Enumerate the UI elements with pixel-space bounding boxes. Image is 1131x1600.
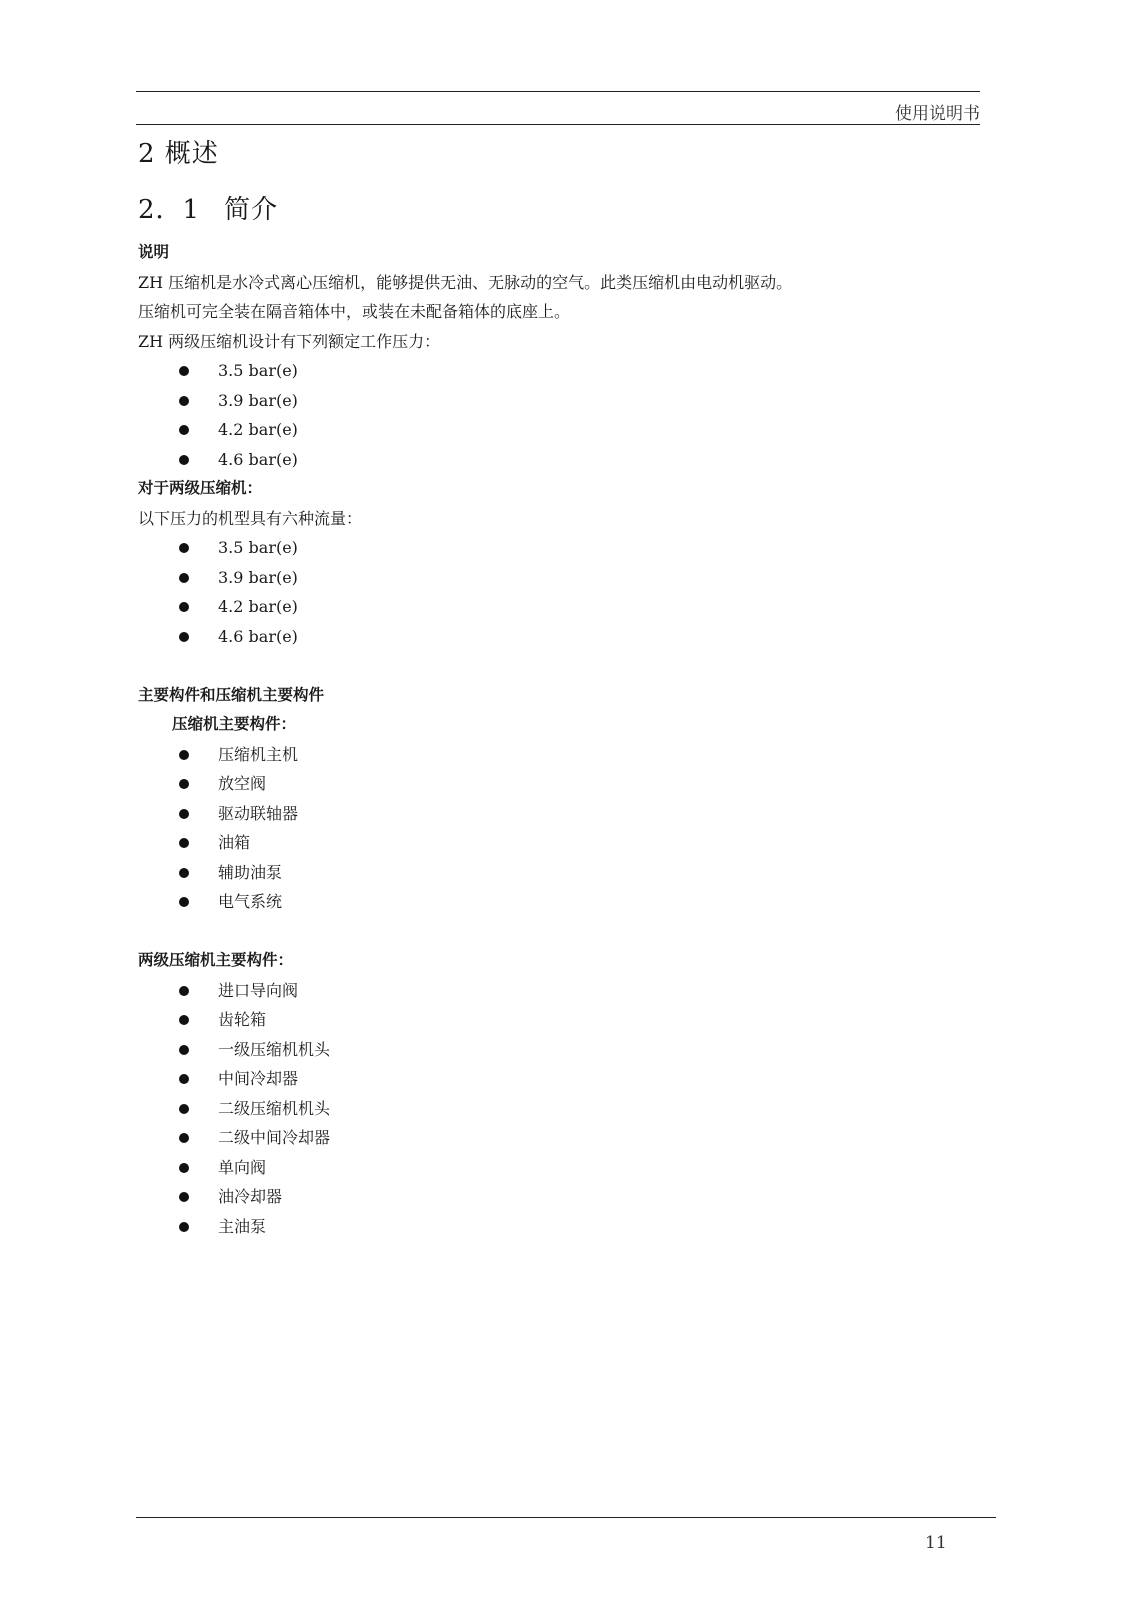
list-item bbox=[138, 1064, 978, 1094]
list-item bbox=[138, 769, 978, 799]
list-item-label: 辅助油泵 bbox=[218, 862, 283, 882]
list-item bbox=[138, 1182, 978, 1212]
list-item bbox=[138, 533, 978, 563]
bullet-icon bbox=[179, 868, 189, 878]
list-item bbox=[138, 799, 978, 829]
bullet-icon bbox=[179, 897, 189, 907]
chapter-title: 2 概述 bbox=[138, 139, 219, 169]
list-item bbox=[138, 1153, 978, 1183]
list-item bbox=[138, 415, 978, 445]
bullet-icon bbox=[179, 1163, 189, 1173]
bullet-icon bbox=[179, 543, 189, 553]
list-item-label: 放空阀 bbox=[218, 774, 267, 793]
list-item-label: 中间冷却器 bbox=[218, 1069, 299, 1088]
list-item-label: 3.9 bar(e) bbox=[218, 567, 298, 587]
bullet-icon bbox=[179, 602, 189, 612]
list-item bbox=[138, 1094, 978, 1124]
bullet-icon bbox=[179, 779, 189, 789]
bullet-icon bbox=[179, 1104, 189, 1114]
list-item bbox=[138, 858, 978, 888]
list-item-label: 3.5 bar(e) bbox=[218, 361, 298, 380]
intro-paragraph-2: 压缩机可完全装在隔音箱体中，或装在未配备箱体的底座上。 bbox=[138, 302, 571, 321]
bullet-icon bbox=[179, 1015, 189, 1025]
bullet-icon bbox=[179, 396, 189, 406]
running-header: 使用说明书 bbox=[895, 104, 980, 124]
bullet-icon bbox=[179, 1133, 189, 1143]
list-item bbox=[138, 1005, 978, 1035]
list-item-label: 齿轮箱 bbox=[218, 1010, 267, 1029]
list-item bbox=[138, 592, 978, 622]
bullet-icon bbox=[179, 1192, 189, 1202]
intro-heading: 说明 bbox=[138, 243, 170, 261]
bullet-icon bbox=[179, 366, 189, 376]
list-item-label: 进口导向阀 bbox=[218, 980, 299, 1000]
section-number: 2．1 bbox=[138, 195, 201, 225]
section-name: 简介 bbox=[224, 195, 279, 225]
footer-rule bbox=[136, 1517, 996, 1518]
header-rule-bottom bbox=[136, 124, 980, 125]
list-item bbox=[138, 887, 978, 917]
list-item bbox=[138, 828, 978, 858]
components-list bbox=[138, 740, 978, 917]
two-stage-heading: 对于两级压缩机： bbox=[138, 479, 263, 497]
two-stage-pressure-list bbox=[138, 533, 978, 651]
list-item bbox=[138, 622, 978, 652]
list-item-label: 驱动联轴器 bbox=[218, 803, 299, 823]
bullet-icon bbox=[179, 455, 189, 465]
bullet-icon bbox=[179, 1222, 189, 1232]
list-item-label: 主油泵 bbox=[218, 1216, 267, 1236]
bullet-icon bbox=[179, 1074, 189, 1084]
two-stage-components-heading: 两级压缩机主要构件： bbox=[138, 951, 294, 969]
bullet-icon bbox=[179, 750, 189, 760]
bullet-icon bbox=[179, 425, 189, 435]
list-item-label: 4.2 bar(e) bbox=[218, 597, 298, 616]
list-item-label: 3.5 bar(e) bbox=[218, 538, 298, 557]
list-item bbox=[138, 1123, 978, 1153]
list-item-label: 油箱 bbox=[218, 833, 251, 852]
list-item-label: 二级中间冷却器 bbox=[218, 1128, 331, 1147]
list-item-label: 4.6 bar(e) bbox=[218, 626, 298, 646]
list-item-label: 压缩机主机 bbox=[218, 744, 299, 764]
pressure-list bbox=[138, 356, 978, 474]
page-number: 11 bbox=[925, 1533, 947, 1553]
bullet-icon bbox=[179, 809, 189, 819]
list-item-label: 4.2 bar(e) bbox=[218, 420, 298, 439]
list-item bbox=[138, 386, 978, 416]
intro-paragraph-1: ZH 压缩机是水冷式离心压缩机，能够提供无油、无脉动的空气。此类压缩机由电动机驱动。 bbox=[138, 272, 793, 292]
list-item-label: 3.9 bar(e) bbox=[218, 390, 298, 410]
list-item bbox=[138, 976, 978, 1006]
intro-paragraph-3: ZH 两级压缩机设计有下列额定工作压力： bbox=[138, 331, 441, 351]
bullet-icon bbox=[179, 632, 189, 642]
bullet-icon bbox=[179, 1045, 189, 1055]
page-content bbox=[138, 136, 978, 1241]
header-rule-top bbox=[136, 91, 980, 92]
list-item bbox=[138, 740, 978, 770]
section-title bbox=[138, 192, 978, 228]
list-item-label: 4.6 bar(e) bbox=[218, 449, 298, 469]
list-item bbox=[138, 356, 978, 386]
list-item bbox=[138, 445, 978, 475]
list-item-label: 一级压缩机机头 bbox=[218, 1039, 331, 1059]
two-stage-text: 以下压力的机型具有六种流量： bbox=[138, 508, 363, 528]
list-item-label: 电气系统 bbox=[218, 892, 283, 911]
bullet-icon bbox=[179, 986, 189, 996]
spacer bbox=[138, 917, 978, 947]
list-item bbox=[138, 1035, 978, 1065]
two-stage-components-list bbox=[138, 976, 978, 1242]
spacer bbox=[138, 651, 978, 681]
list-item-label: 单向阀 bbox=[218, 1157, 267, 1177]
components-heading: 主要构件和压缩机主要构件 bbox=[138, 685, 325, 704]
bullet-icon bbox=[179, 838, 189, 848]
components-subheading: 压缩机主要构件： bbox=[172, 715, 297, 733]
list-item-label: 二级压缩机机头 bbox=[218, 1098, 331, 1118]
bullet-icon bbox=[179, 573, 189, 583]
list-item bbox=[138, 563, 978, 593]
list-item bbox=[138, 1212, 978, 1242]
list-item-label: 油冷却器 bbox=[218, 1187, 283, 1206]
